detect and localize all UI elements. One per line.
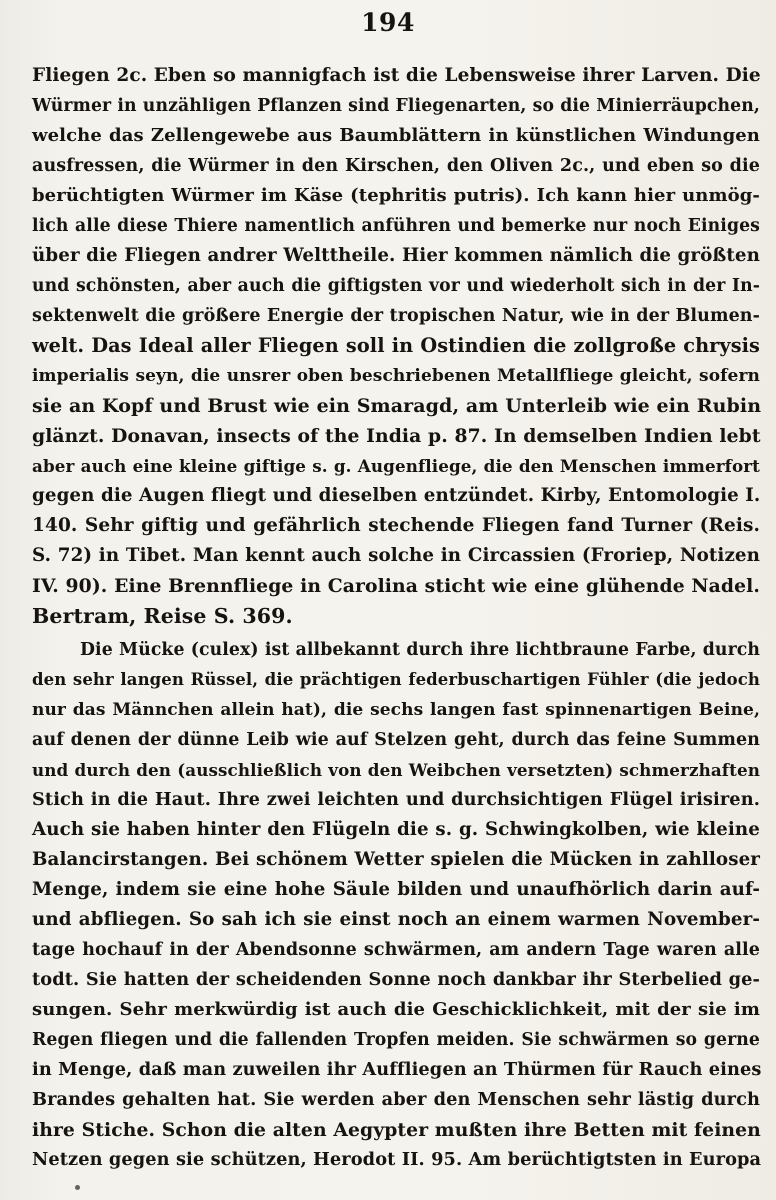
text-line: und durch den (ausschließlich von den Weibchen versetzten) schmerzhaften [32, 760, 760, 780]
text-line: Stich in die Haut. Ihre zwei leichten und durchsichtigen Flügel irisiren. [32, 789, 760, 810]
text-line: Balancirstangen. Bei schönem Wetter spielen die Mücken in zahlloser [32, 849, 760, 870]
text-line: tage hochauf in der Abendsonne schwärmen, am andern Tage waren alle [32, 940, 760, 960]
text-line: ihre Stiche. Schon die alten Aegypter mußten ihre Betten mit feinen [32, 1119, 761, 1141]
text-line: todt. Sie hatten der scheidenden Sonne noch dankbar ihr Sterbelied ge- [32, 969, 760, 990]
text-line: Regen fliegen und die fallenden Tropfen meiden. Sie schwärmen so gerne [32, 1030, 760, 1050]
text-line: Auch sie haben hinter den Flügeln die s. g. Schwingkolben, wie kleine [32, 819, 760, 840]
text-line: sektenwelt die größere Energie der tropischen Natur, wie in der Blumen- [32, 306, 760, 326]
text-line: Brandes gehalten hat. Sie werden aber den Menschen sehr lästig durch [32, 1089, 760, 1110]
text-line: auf denen der dünne Leib wie auf Stelzen geht, durch das feine Summen [32, 730, 760, 750]
text-line: sie an Kopf und Brust wie ein Smaragd, am Unterleib wie ein Rubin [32, 395, 762, 417]
text-line: Menge, indem sie eine hohe Säule bilden und unaufhörlich darin auf- [32, 879, 760, 900]
text-line: welche das Zellengewebe aus Baumblättern in künstlichen Windungen [32, 125, 760, 146]
text-line: aber auch eine kleine giftige s. g. Augenfliege, die den Menschen immerfort [32, 456, 760, 476]
page-number: 194 [361, 8, 415, 37]
paragraph-first-line: Die Mücke (culex) ist allbekannt durch ihre lichtbraune Farbe, durch [80, 640, 760, 660]
text-line: in Menge, daß man zuweilen ihr Auffliegen an Thürmen für Rauch eines [32, 1059, 762, 1080]
text-line: nur das Männchen allein hat), die sechs langen fast spinnenartigen Beine, [32, 700, 760, 720]
text-line: gegen die Augen fliegt und dieselben entzündet. Kirby, Entomologie I. [32, 485, 761, 506]
text-line: und abfliegen. So sah ich sie einst noch an einem warmen November- [32, 909, 760, 930]
text-line: den sehr langen Rüssel, die prächtigen federbuschartigen Fühler (die jedoch [32, 670, 760, 689]
text-line: Würmer in unzähligen Pflanzen sind Fliegenarten, so die Minierräupchen, [32, 96, 760, 116]
text-line: Bertram, Reise S. 369. [32, 604, 293, 628]
text-line: lich alle diese Thiere namentlich anführen und bemerke nur noch Einiges [32, 216, 760, 236]
text-line: berüchtigten Würmer im Käse (tephritis putris). Ich kann hier unmög- [32, 185, 760, 206]
ink-speck [75, 1185, 80, 1190]
text-line: S. 72) in Tibet. Man kennt auch solche in Circassien (Froriep, Notizen [32, 545, 760, 566]
text-line: und schönsten, aber auch die giftigsten vor und wiederholt sich in der In- [32, 276, 760, 296]
text-line: Netzen gegen sie schützen, Herodot II. 95. Am berüchtigtsten in Europa [32, 1149, 762, 1170]
text-line: IV. 90). Eine Brennfliege in Carolina sticht wie eine glühende Nadel. [32, 575, 760, 597]
text-line: über die Fliegen andrer Welttheile. Hier kommen nämlich die größten [32, 245, 760, 266]
text-line: welt. Das Ideal aller Fliegen soll in Ostindien die zollgroße chrysis [32, 334, 760, 357]
text-line: Fliegen 2c. Eben so mannigfach ist die Lebensweise ihrer Larven. Die [32, 65, 761, 86]
text-line: glänzt. Donavan, insects of the India p. 87. In demselben Indien lebt [32, 425, 761, 447]
text-line: ausfressen, die Würmer in den Kirschen, den Oliven 2c., und eben so die [32, 156, 760, 176]
text-line: sungen. Sehr merkwürdig ist auch die Geschicklichkeit, mit der sie im [32, 999, 760, 1020]
text-line: 140. Sehr giftig und gefährlich stechende Fliegen fand Turner (Reis. [32, 515, 760, 536]
text-line: imperialis seyn, die unsrer oben beschriebenen Metallfliege gleicht, sofern [32, 366, 760, 386]
